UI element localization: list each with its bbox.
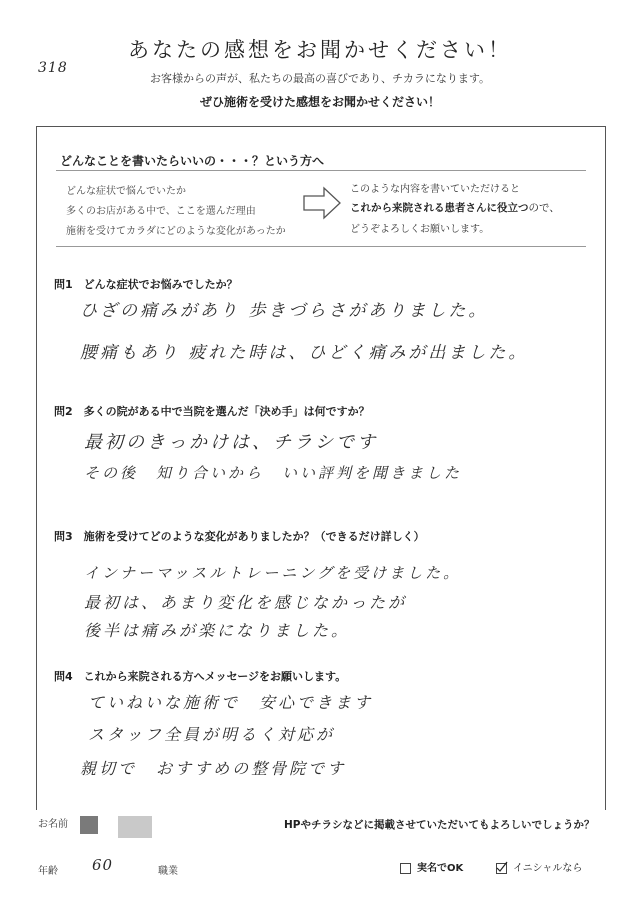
page-title: あなたの感想をお聞かせください！ bbox=[128, 38, 512, 62]
guide-bottom-rule bbox=[56, 246, 586, 247]
checkbox-initial[interactable] bbox=[496, 863, 507, 874]
guide-right-line: このような内容を書いていただけると bbox=[350, 184, 520, 195]
question-4-answer: 親切で おすすめの整骨院です bbox=[80, 759, 347, 778]
guide-right-line: どうぞよろしくお願いします。 bbox=[350, 224, 490, 235]
option-real-name-label: 実名でOK bbox=[417, 863, 464, 874]
permission-question: HPやチラシなどに掲載させていただいてもよろしいでしょうか？ bbox=[284, 819, 595, 831]
guide-left-line: 多くのお店がある中で、ここを選んだ理由 bbox=[66, 206, 256, 217]
redacted-name-block bbox=[118, 816, 152, 838]
guide-right-line-bold-wrap bbox=[350, 200, 560, 215]
checkbox-real-name[interactable] bbox=[400, 863, 411, 874]
guide-left-line: どんな症状で悩んでいたか bbox=[66, 186, 186, 197]
page-subtitle: お客様からの声が、私たちの最高の喜びであり、チカラになります。 bbox=[150, 72, 490, 85]
sheet-number: 318 bbox=[38, 60, 68, 76]
question-1-answer: ひざの痛みがあり 歩きづらさがありました。 bbox=[80, 301, 489, 321]
question-3-answer: 後半は痛みが楽になりました。 bbox=[84, 621, 351, 640]
page-request: ぜひ施術を受けた感想をお聞かせください！ bbox=[199, 95, 440, 109]
guide-left-line: 施術を受けてカラダにどのような変化があったか bbox=[66, 226, 286, 237]
option-initial[interactable] bbox=[496, 859, 582, 874]
occupation-label: 職業 bbox=[158, 866, 178, 877]
question-3-answer: インナーマッスルトレーニングを受けました。 bbox=[84, 564, 462, 582]
arrow-right-icon bbox=[302, 186, 342, 220]
name-label: お名前 bbox=[38, 819, 68, 830]
question-2-label: 問2 多くの院がある中で当院を選んだ「決め手」は何ですか？ bbox=[54, 405, 370, 418]
question-4-label: 問4 これから来院される方へメッセージをお願いします。 bbox=[54, 670, 347, 683]
age-value: 60 bbox=[92, 856, 114, 874]
question-4-answer: ていねいな施術で 安心できます bbox=[88, 693, 374, 712]
question-1-answer: 腰痛もあり 疲れた時は、ひどく痛みが出ました。 bbox=[80, 343, 529, 363]
guide-right-bold: これから来院される患者さんに役立つ bbox=[350, 202, 529, 214]
redacted-name-block bbox=[80, 816, 98, 834]
guide-right-rest: ので、 bbox=[528, 202, 560, 214]
question-2-answer: 最初のきっかけは、チラシです bbox=[84, 432, 378, 453]
guide-top-rule bbox=[56, 170, 586, 171]
option-real-name[interactable] bbox=[400, 859, 463, 874]
question-1-label: 問1 どんな症状でお悩みでしたか？ bbox=[54, 278, 238, 291]
question-2-answer: その後 知り合いから いい評判を聞きました bbox=[84, 464, 463, 482]
question-3-answer: 最初は、あまり変化を感じなかったが bbox=[84, 593, 408, 612]
checkmark-icon bbox=[496, 861, 508, 873]
question-4-answer: スタッフ全員が明るく対応が bbox=[88, 725, 336, 744]
option-initial-label: イニシャルなら bbox=[513, 863, 583, 874]
question-3-label: 問3 施術を受けてどのような変化がありましたか？（できるだけ詳しく） bbox=[54, 530, 425, 543]
age-label: 年齢 bbox=[38, 866, 58, 877]
guide-heading: どんなことを書いたらいいの・・・？という方へ bbox=[60, 154, 325, 168]
